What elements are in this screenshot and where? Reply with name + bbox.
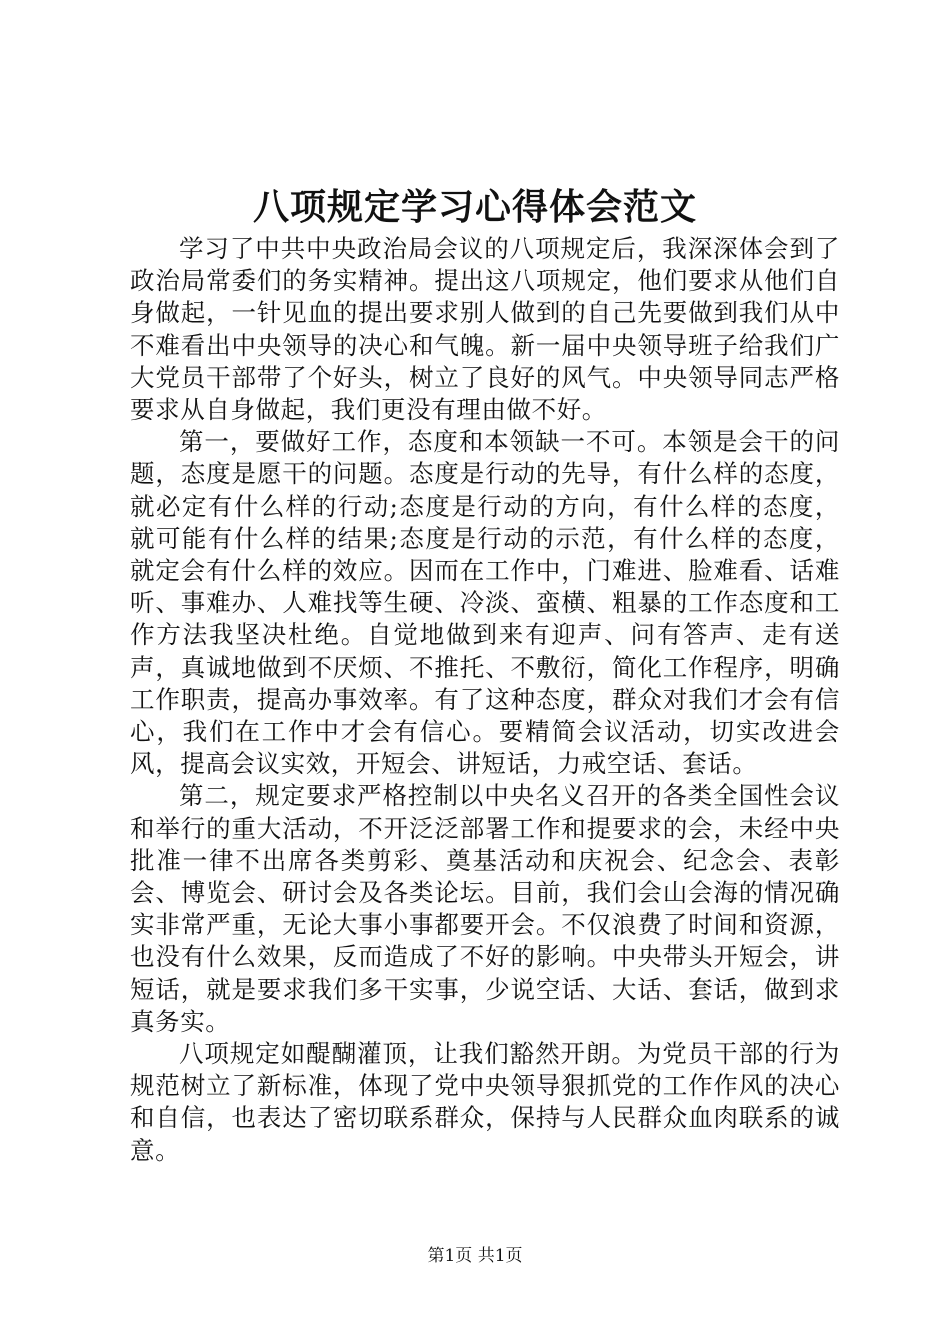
paragraph-second-point: 第二，规定要求严格控制以中央名义召开的各类全国性会议和举行的重大活动，不开泛泛部署工作和提要求的会，未经中央批准一律不出席各类剪彩、奠基活动和庆祝会、纪念会、表彰会、博览会、研讨会及各类论坛。目前，我们会山会海的情况确实非常严重，无论大事小事都要开会。不仅浪费了时间和资源，也没有什么效果，反而造成了不好的影响。中央带头开短会，讲短话，就是要求我们多干实事，少说空话、大话、套话，做到求真务实。	[130, 781, 840, 1036]
document-title: 八项规定学习心得体会范文	[252, 186, 697, 228]
page-footer: 第1页 共1页	[427, 1246, 523, 1266]
paragraph-first-point: 第一，要做好工作，态度和本领缺一不可。本领是会干的问题，态度是愿干的问题。态度是行动的先导，有什么样的态度，就必定有什么样的行动;态度是行动的方向，有什么样的态度，就可能有什么样的结果;态度是行动的示范，有什么样的态度，就定会有什么样的效应。因而在工作中，门难进、脸难看、话难听、事难办、人难找等生硬、冷淡、蛮横、粗暴的工作态度和工作方法我坚决杜绝。自觉地做到来有迎声、问有答声、走有送声，真诚地做到不厌烦、不推托、不敷衍，简化工作程序，明确工作职责，提高办事效率。有了这种态度，群众对我们才会有信心，我们在工作中才会有信心。要精简会议活动，切实改进会风，提高会议实效，开短会、讲短话，力戒空话、套话。	[130, 427, 840, 779]
paragraph-intro: 学习了中共中央政治局会议的八项规定后，我深深体会到了政治局常委们的务实精神。提出这八项规定，他们要求从他们自身做起，一针见血的提出要求别人做到的自己先要做到我们从中不难看出中央领导的决心和气魄。新一届中央领导班子给我们广大党员干部带了个好头，树立了良好的风气。中央领导同志严格要求从自身做起，我们更没有理由做不好。	[130, 234, 840, 425]
paragraph-conclusion: 八项规定如醍醐灌顶，让我们豁然开朗。为党员干部的行为规范树立了新标准，体现了党中央领导狠抓党的工作作风的决心和自信，也表达了密切联系群众，保持与人民群众血肉联系的诚意。	[130, 1039, 840, 1165]
document-body	[130, 233, 840, 1167]
